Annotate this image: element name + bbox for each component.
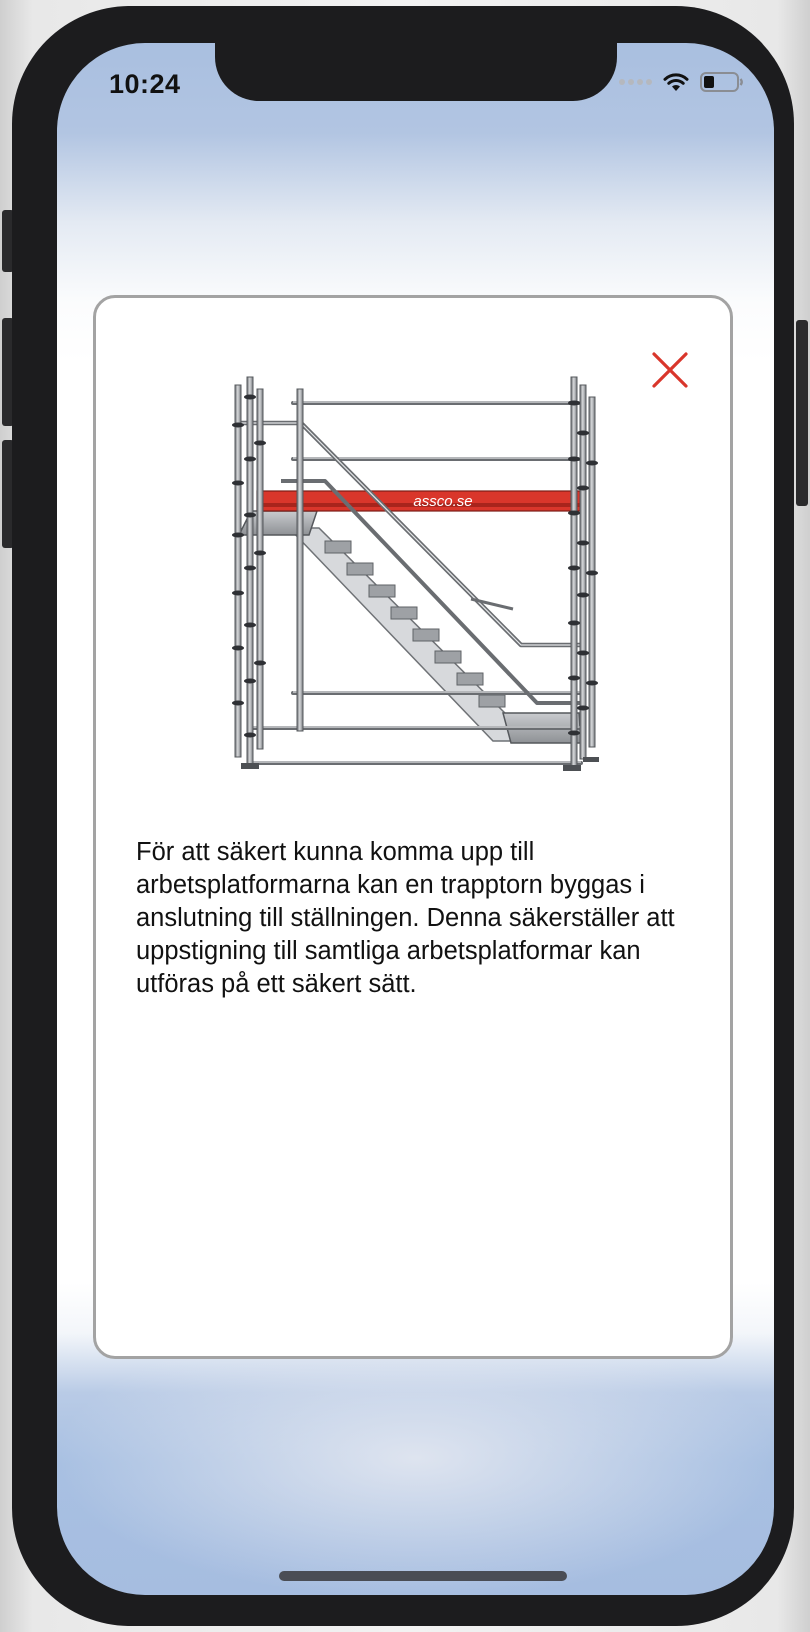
status-time: 10:24: [109, 69, 181, 99]
description-text: För att säkert kunna komma upp till arbetsplatformarna kan en trapptorn byggas i anslutning till ställningen. Denna säkerställer att uppstigning till samtliga arbetsplatformar kan utföras på ett säkert sätt.: [136, 838, 675, 998]
scaffold-rosettes: [232, 395, 598, 738]
power-button: [796, 320, 808, 506]
screen: [57, 43, 774, 1595]
home-indicator[interactable]: [279, 1571, 567, 1581]
info-modal-card: [93, 295, 733, 1359]
wifi-icon: [662, 71, 690, 93]
close-x-icon[interactable]: [649, 349, 691, 391]
cellular-signal-icon: [619, 79, 652, 85]
stair-tower-scaffold-icon: [221, 363, 611, 783]
battery-icon: [700, 71, 744, 93]
phone-frame: [12, 6, 794, 1626]
status-icons: [619, 71, 744, 93]
brand-banner-text: assco.se: [413, 493, 473, 510]
notch: [215, 43, 617, 101]
